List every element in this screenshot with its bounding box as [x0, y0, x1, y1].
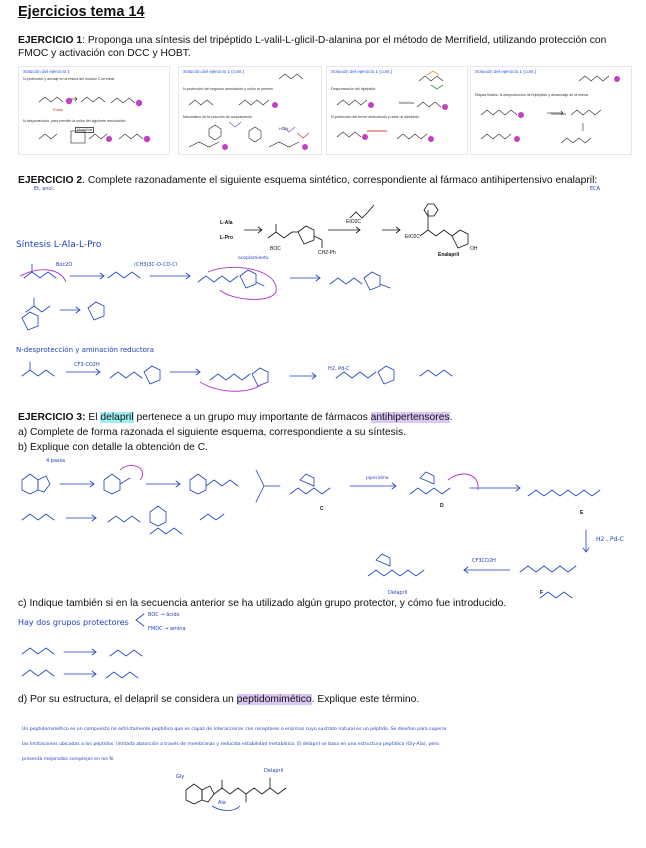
- note-protect-title: Hay dos grupos protectores: [18, 618, 129, 627]
- scheme-enalapril: Enalapril: [438, 252, 460, 258]
- slide-1-tag: Morfolina: [77, 128, 92, 132]
- note-tfa: CF3-CO2H: [74, 362, 100, 368]
- label-e: E: [580, 510, 584, 516]
- slide-3-tag: Morfolina: [399, 101, 414, 105]
- answer-label-ala: Ala: [218, 800, 226, 806]
- exercise-3-statement: EJERCICIO 3: El delapril pertenece a un grupo muy importante de fármacos antihipertensores.: [18, 412, 453, 423]
- exercise-3-part-b: b) Explique con detalle la obtención de C.: [18, 442, 209, 453]
- exercise-3-part-c: c) Indique también si en la secuencia anterior se ha utilizado algún grupo protector, y cómo fue introducido.: [18, 598, 507, 609]
- label-delapril-product: Delapril: [388, 590, 408, 596]
- note-eca: ECA: [590, 186, 601, 192]
- slide-2-line1: N-protección del segundo aminoácido y unión al primero: [183, 87, 273, 91]
- note-sintesis: Síntesis L-Ala-L-Pro: [16, 240, 102, 250]
- note-top-left: Et, ancl.: [34, 186, 55, 192]
- note-boc: BOC → ácido: [148, 612, 180, 618]
- peptidomimetico-highlight: peptidomimético: [236, 694, 312, 705]
- slide-4-title: Solución del ejercicio 1 (cont.): [475, 69, 537, 74]
- scheme-eto-2: EtO2C: [405, 234, 421, 240]
- label-d: D: [440, 503, 444, 509]
- answer-d-line-3: presenta mejorados complejos en los N.: [22, 757, 115, 762]
- scheme-lpro: L-Pro: [220, 235, 234, 241]
- exercise-3-part-a: a) Complete de forma razonada el siguiente esquema, correspondiente a su síntesis.: [18, 427, 407, 438]
- label-c: C: [320, 506, 324, 512]
- page-title: Ejercicios tema 14: [18, 4, 145, 20]
- scheme-oh: OH: [470, 246, 478, 252]
- scheme-benzyl: CH2-Ph: [318, 250, 336, 256]
- slide-1-line2: N-desprotección, para permitir la unión del siguiente aminoácido: [23, 119, 126, 123]
- exercise-1-text: : Proponga una síntesis del tripéptido L-valil-L-glicil-D-alanina por el método de Merrifield, utilizando protección con FMOC y activación con DCC y HOBT.: [18, 35, 607, 59]
- answer-d-line-1: Un peptidomimético es un compuesto no estrictamente peptídico que es capaz de interaccionar con receptores o enzimas cuyo sustrato natural es un péptido. Se diseñan para superar: [22, 727, 447, 732]
- slide-2-tag: HOBt: [279, 127, 288, 131]
- note-reagents-1: (CH3)3C-O-CO-Cl: [134, 262, 178, 268]
- slide-2-line2: Mecanismo de la reacción de acoplamiento: [183, 115, 253, 119]
- exercise-3-label: EJERCICIO 3:: [18, 412, 86, 423]
- label-f: F: [540, 590, 544, 596]
- scheme-boc: BOC: [270, 246, 281, 252]
- note-coupling: acoplamiento: [238, 256, 269, 261]
- note-4-pasos: 4 pasos: [46, 458, 66, 464]
- answer-label-delapril: Delapril: [264, 768, 284, 774]
- note-cf3co2h: CF3CO2H: [472, 558, 496, 564]
- exercise-1-label: EJERCICIO 1: [18, 35, 83, 46]
- answer-label-gly: Gly: [176, 774, 185, 780]
- scheme-lala: L-Ala: [220, 220, 233, 226]
- answer-d-line-2: las limitaciones ubicadas a los péptidos: limitada absorción a través de membranas y reducida estabilidad metabólica. El delapril se basa en una estructura peptídica (Gly-Ala), pero: [22, 742, 439, 747]
- slide-3-title: Solución del ejercicio 1 (cont.): [331, 69, 393, 74]
- exercise-3-part-d: d) Por su estructura, el delapril se considera un peptidomimético. Explique este término.: [18, 694, 420, 705]
- note-h2pdc: H2 , Pd-C: [596, 536, 624, 543]
- slide-2-title: Solución del ejercicio 1 (cont.): [183, 69, 245, 74]
- svg-text:Fmoc: Fmoc: [53, 107, 63, 112]
- delapril-highlight: delapril: [100, 412, 134, 423]
- slide-4-tag: Morfolina: [551, 112, 566, 116]
- note-piperidina: piperidina: [366, 476, 389, 481]
- slide-3-line2: N-protección del tercer aminoácido y unión al dipéptido: [331, 115, 419, 119]
- slide-4-line1: Etapas finales: N-desprotección del tripéptido y desanclaje de la resina: [475, 93, 588, 97]
- slide-3-line1: Desprotección del dipéptido: [331, 87, 376, 91]
- antihipertensores-highlight: antihipertensores: [370, 412, 450, 423]
- scheme-eto: EtO2C: [346, 219, 362, 225]
- slide-1-title: Solución del ejercicio 1: [23, 69, 70, 74]
- exercise-2-label: EJERCICIO 2: [18, 175, 83, 186]
- slide-1-line1: N-protección y anclaje en la resina del residuo C-terminal: [23, 77, 115, 81]
- note-h2pd: H2, Pd-C: [328, 366, 350, 372]
- note-ndeprot: N-desprotección y aminación reductora: [16, 346, 155, 354]
- note-fmoc: FMOC → amina: [148, 626, 186, 632]
- note-reagents-2: Boc2O: [56, 262, 73, 268]
- exercise-2-text: . Complete razonadamente el siguiente esquema sintético, correspondiente al fármaco antihipertensivo enalapril:: [82, 175, 598, 186]
